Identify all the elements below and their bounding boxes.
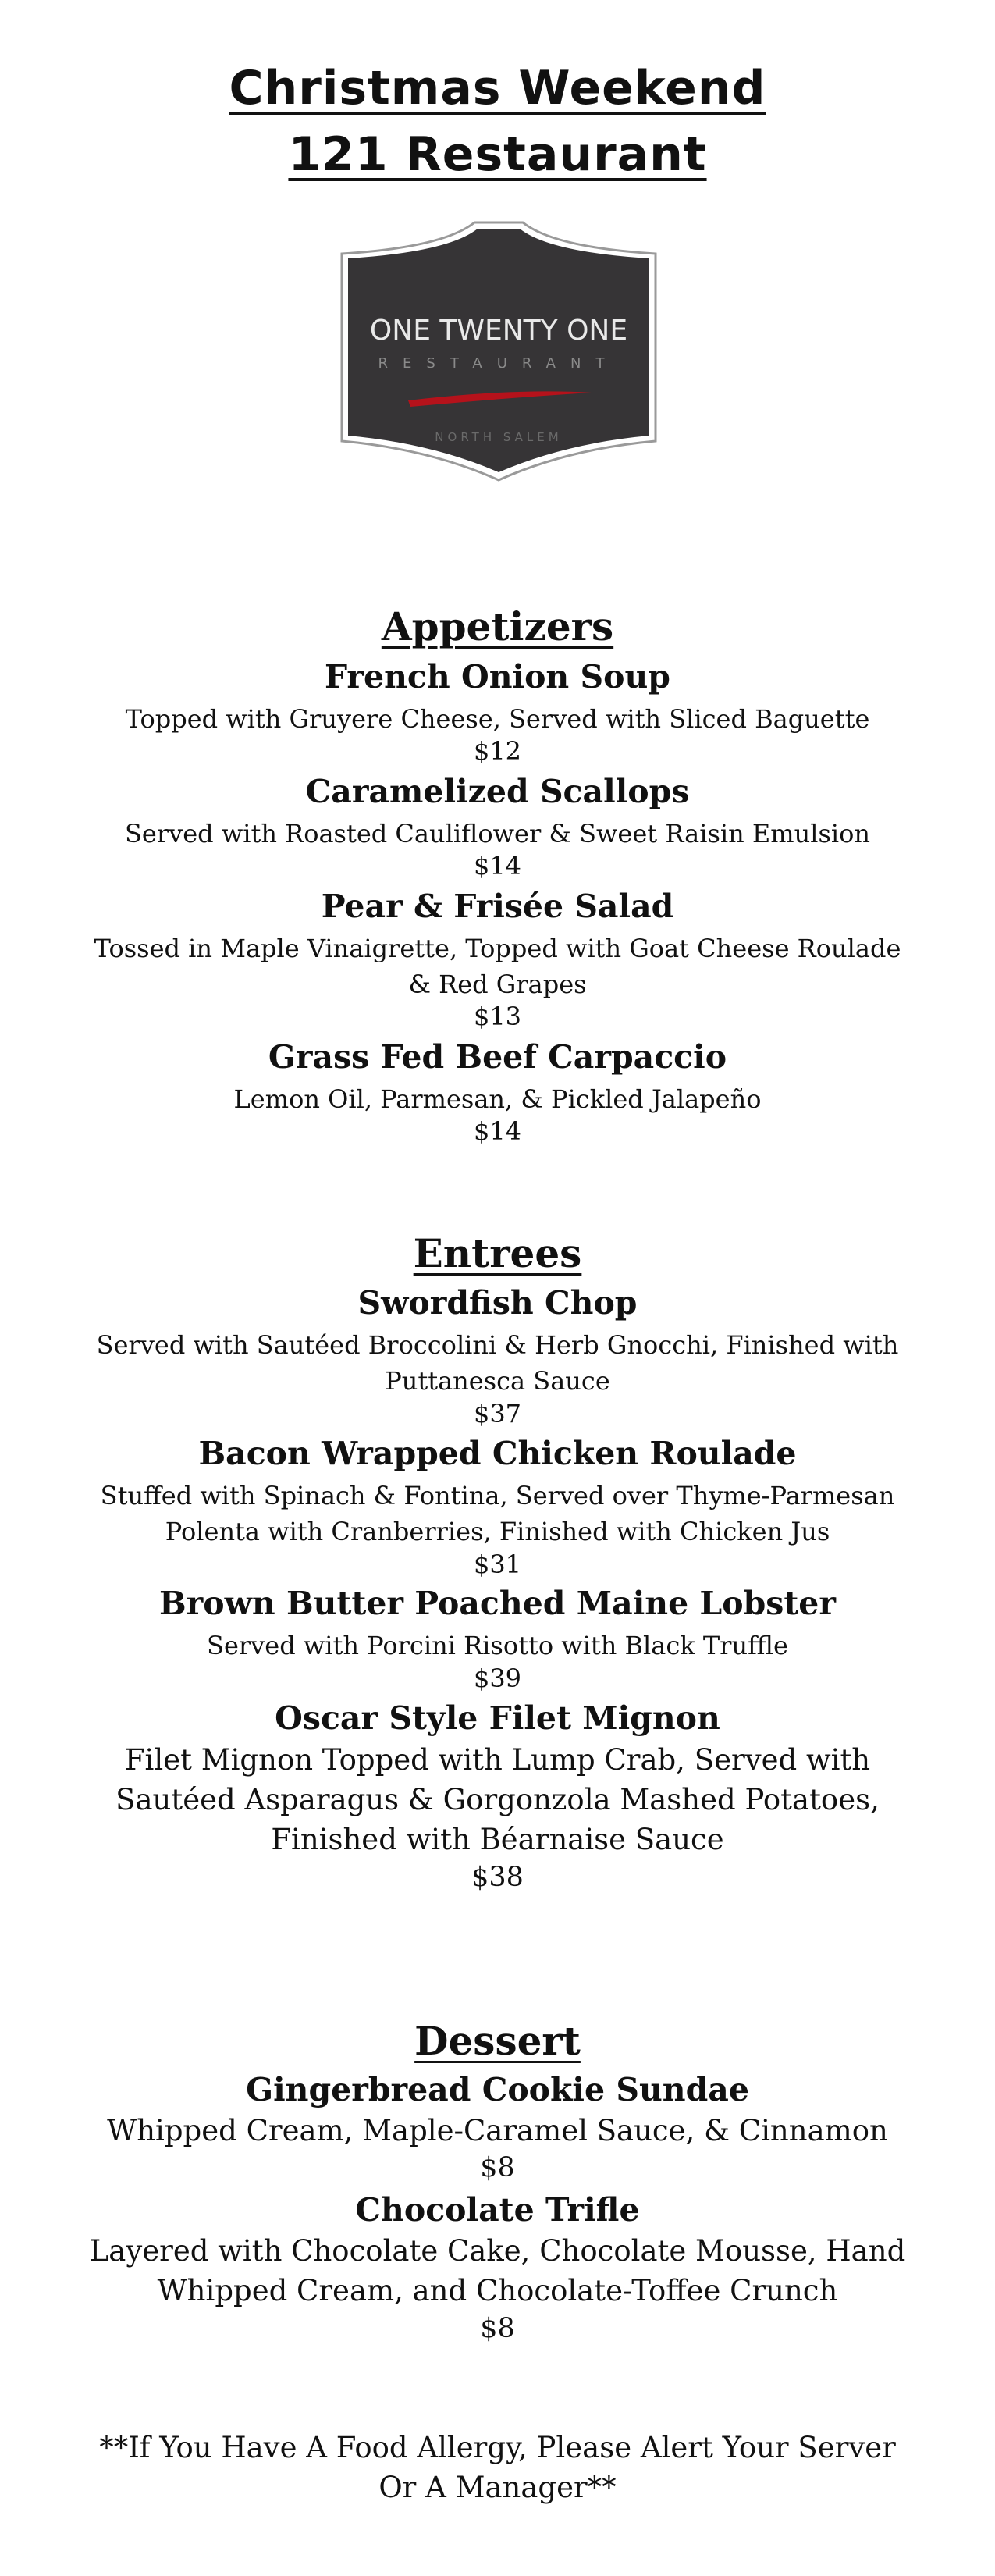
menu-item-name: Bacon Wrapped Chicken Roulade <box>198 1435 797 1472</box>
menu-title: Christmas Weekend <box>229 61 766 116</box>
menu-item-name: Grass Fed Beef Carpaccio <box>268 1038 727 1076</box>
menu-item-name: Caramelized Scallops <box>305 773 690 810</box>
menu-item-price: $38 <box>471 1862 524 1893</box>
menu-item-description: Topped with Gruyere Cheese, Served with Sliced Baguette <box>125 704 870 734</box>
menu-item-name: French Onion Soup <box>325 658 670 696</box>
menu-item-description: Served with Roasted Cauliflower & Sweet Raisin Emulsion <box>125 819 870 849</box>
menu-item-description: Stuffed with Spinach & Fontina, Served over Thyme-Parmesan <box>100 1481 895 1510</box>
menu-item-description: Layered with Chocolate Cake, Chocolate Mousse, Hand <box>89 2234 906 2268</box>
menu-item-name: Chocolate Trifle <box>355 2191 640 2229</box>
menu-item-description: Filet Mignon Topped with Lump Crab, Served with <box>124 1743 871 1777</box>
menu-item-description: Whipped Cream, and Chocolate-Toffee Crunch <box>157 2274 838 2307</box>
menu-item-price: $14 <box>473 851 522 881</box>
restaurant-logo <box>334 215 663 488</box>
menu-item-description: & Red Grapes <box>408 970 587 999</box>
logo-location: NORTH SALEM <box>435 430 563 444</box>
menu-item-description: Finished with Béarnaise Sauce <box>271 1823 724 1856</box>
allergy-notice: **If You Have A Food Allergy, Please Alert Your Server <box>99 2431 896 2464</box>
menu-item-description: Served with Porcini Risotto with Black Truffle <box>207 1631 788 1660</box>
menu-item-price: $8 <box>480 2313 515 2344</box>
menu-item-description: Puttanesca Sauce <box>385 1366 610 1396</box>
menu-item-price: $8 <box>480 2152 515 2183</box>
menu-item-name: Pear & Frisée Salad <box>321 888 674 925</box>
section-heading-dessert: Dessert <box>414 2018 581 2064</box>
restaurant-title: 121 Restaurant <box>288 127 707 182</box>
menu-item-description: Served with Sautéed Broccolini & Herb Gnocchi, Finished with <box>96 1330 899 1360</box>
menu-item-price: $13 <box>473 1002 522 1031</box>
menu-item-name: Gingerbread Cookie Sundae <box>246 2071 749 2108</box>
menu-item-name: Swordfish Chop <box>357 1284 638 1322</box>
menu-item-name: Brown Butter Poached Maine Lobster <box>159 1585 836 1622</box>
allergy-notice: Or A Manager** <box>378 2471 617 2504</box>
section-heading-appetizers: Appetizers <box>381 603 614 649</box>
menu-item-price: $31 <box>473 1550 522 1579</box>
menu-item-price: $14 <box>473 1116 522 1146</box>
menu-item-description: Lemon Oil, Parmesan, & Pickled Jalapeño <box>233 1084 762 1114</box>
menu-item-name: Oscar Style Filet Mignon <box>275 1699 720 1737</box>
section-heading-entrees: Entrees <box>413 1230 582 1276</box>
menu-item-description: Whipped Cream, Maple-Caramel Sauce, & Cinnamon <box>107 2114 888 2147</box>
menu-item-price: $12 <box>473 736 522 766</box>
logo-subtitle: RESTAURANT <box>378 355 620 372</box>
menu-item-description: Polenta with Cranberries, Finished with Chicken Jus <box>165 1517 830 1546</box>
menu-item-description: Tossed in Maple Vinaigrette, Topped with Goat Cheese Roulade <box>94 934 901 963</box>
menu-item-price: $39 <box>473 1663 522 1693</box>
menu-item-description: Sautéed Asparagus & Gorgonzola Mashed Potatoes, <box>115 1783 880 1816</box>
logo-name: ONE TWENTY ONE <box>369 315 628 347</box>
menu-item-price: $37 <box>473 1399 522 1429</box>
